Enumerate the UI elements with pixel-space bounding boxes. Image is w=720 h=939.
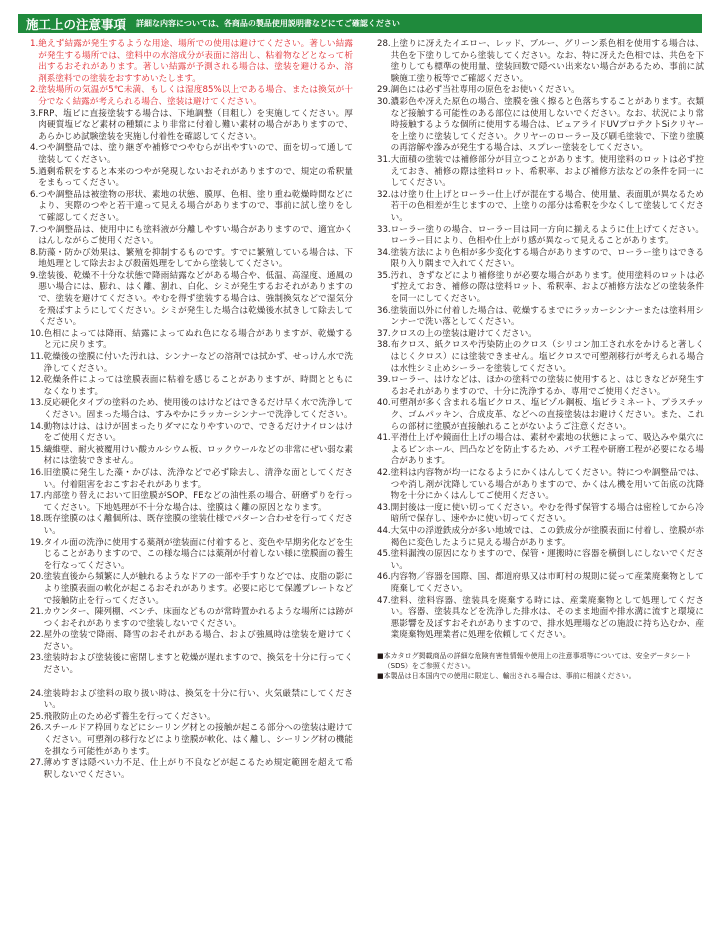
caution-item-number: 33. [377, 224, 391, 235]
caution-item [377, 85, 704, 97]
caution-item [30, 329, 353, 352]
caution-item-text: 塗料、塗料容器、塗装具を廃棄する時には、産業廃棄物として処理してください。容器、塗装具などを洗浄した排水は、そのまま地面や排水溝に流すと環境に悪影響を及ぼすおそれがありますので、排水処理場などの施設に持ち込むか、産業廃棄物処理業者に処理を依頼してください。 [390, 595, 704, 641]
caution-item-text: 調色には必ず当社専用の原色をお使いください。 [390, 85, 580, 96]
caution-item [30, 514, 353, 537]
caution-item [30, 468, 353, 491]
section-title: 施工上の注意事項 [26, 16, 127, 32]
right-column [377, 39, 704, 681]
caution-item [30, 607, 353, 630]
caution-item [30, 143, 353, 166]
caution-item-number: 41. [377, 433, 391, 444]
caution-item [377, 225, 704, 248]
caution-item-text: 可塑剤が多く含まれる塩ビクロス、塩ビゾル鋼板、塩ビラミネート、プラスチック、ゴムパッキン、合成皮革、などへの直接塗装はお避けください。また、これらの部材に塗膜が直接触れることがないようご注意ください。 [390, 398, 704, 432]
caution-item-number: 8. [30, 247, 39, 258]
caution-item-text: 薄めすぎは隠ぺい力不足、仕上がり不良などが起こるため規定範囲を超えて希釈しないでください。 [43, 758, 353, 780]
caution-item-number: 18. [30, 514, 44, 525]
caution-item-number: 3. [30, 108, 39, 119]
caution-item [30, 572, 353, 607]
square-bullet-icon: ■ [377, 671, 384, 680]
caution-item-text: ローラー塗りの場合、ローラー目は同一方向に揃えるように仕上げてください。ローラー目により、色相や仕上がり感が異なって見えることがあります。 [390, 224, 704, 247]
caution-item-number: 20. [30, 572, 44, 583]
caution-item [30, 689, 353, 712]
caution-item [30, 723, 353, 758]
caution-item [30, 167, 353, 190]
caution-item [377, 248, 704, 271]
caution-item-number: 13. [30, 398, 44, 409]
caution-item [30, 271, 353, 329]
caution-item [30, 653, 353, 676]
caution-item [30, 630, 353, 653]
footnote-text: 本製品は日本国内での使用に限定し、輸出される場合は、事前に相談ください。 [383, 671, 636, 680]
caution-item [377, 306, 704, 329]
caution-item-number: 30. [377, 96, 391, 107]
caution-item-number: 44. [377, 525, 391, 536]
caution-item-text: つや調整品では、塗り継ぎや補修でつやむらが出やすいので、面を切って通して塗装してください。 [38, 143, 353, 165]
caution-item [377, 468, 704, 503]
caution-item-number: 37. [377, 328, 391, 339]
caution-item-number: 2. [30, 85, 39, 96]
caution-item-text: 動物はけは、はけが固まったりダマになりやすいので、できるだけナイロンはけをご使用ください。 [43, 421, 353, 444]
caution-item [30, 445, 353, 468]
caution-item [377, 155, 704, 190]
caution-item-text: 旧塗膜に発生した藻・かびは、洗浄などで必ず除去し、清浄な面としてください。付着阻害をおこすおそれがあります。 [43, 467, 353, 490]
caution-item-text: 塗装面以外に付着した場合は、乾燥するまでにラッカーシンナーまたは塗料用シンナーで洗い落としてください。 [390, 305, 704, 328]
caution-item-text: 過剰希釈をすると本来のつやが発現しないおそれがありますので、規定の希釈量をまもってください。 [38, 166, 353, 189]
caution-item-text: スチールドア枠回りなどにシーリング材との接触が起こる部分への塗装は避けてください。可塑剤の移行などにより塗膜が軟化、はく離し、シーリング材の機能を損なう可能性があります。 [43, 723, 353, 757]
caution-item-text: 汚れ、きずなどにより補修塗りが必要な場合があります。使用塗料のロットは必ず控えておき、補修の際は塗料ロット、希釈率、および補修方法などの塗装条件を同一にしてください。 [390, 270, 704, 305]
caution-item-text: 内部塗り替えにおいて旧塗膜がSOP、FEなどの油性系の場合、研磨ずりを行ってください。下地処理が不十分な場合は、塗膜はく離の原因となります。 [43, 491, 353, 513]
caution-item [30, 491, 353, 514]
caution-item-number: 10. [30, 328, 44, 339]
caution-item-number: 32. [377, 189, 391, 200]
caution-item [30, 109, 353, 144]
caution-item-number: 24. [30, 688, 44, 699]
caution-item-number: 42. [377, 467, 391, 478]
caution-item-text: 塗料漏洩の原因になりますので、保管・運搬時に容器を横倒しにしないでください。 [390, 549, 704, 571]
caution-item-number: 16. [30, 467, 44, 478]
caution-item-number: 4. [30, 143, 39, 154]
caution-item [30, 190, 353, 225]
caution-item-number: 39. [377, 375, 391, 386]
caution-item [377, 271, 704, 306]
footnote-text: 本カタログ掲載商品の詳細な危険有害性情報や使用上の注意事項等については、安全データシート（SDS）をご参照ください。 [383, 651, 692, 670]
caution-item-text: 絶えず結露が発生するような用途、場所での使用は避けてください。著しい結露が発生する場所では、塗料中の水溶成分が表面に溶出し、粘着物などとなって析出するおそれがあります。著しい結露が予測される場合は、塗装を避けるか、溶剤系塗料での塗装をおすすめいたします。 [38, 39, 353, 84]
caution-item [30, 248, 353, 271]
caution-item [30, 398, 353, 421]
caution-item-text: 屋外の塗装で降雨、降雪のおそれがある場合、および強風時は塗装を避けてください。 [43, 630, 353, 652]
spacer [30, 677, 353, 689]
caution-item-number: 21. [30, 607, 44, 618]
caution-item [377, 97, 704, 155]
left-column [30, 39, 353, 781]
caution-item-number: 22. [30, 630, 44, 641]
caution-item-text: 乾燥後の塗膜に付いた汚れは、シンナーなどの溶剤では拭かず、せっけん水で洗浄してください。 [43, 352, 353, 374]
caution-item-text: 飛散防止のため必ず養生を行ってください。 [43, 711, 216, 722]
caution-item-text: 塗装時および塗料の取り扱い時は、換気を十分に行い、火気厳禁にしてください。 [43, 688, 353, 711]
caution-item-number: 1. [30, 39, 39, 49]
caution-item-text: 塗装後、乾燥不十分な状態で降雨結露などがある場合や、低温、高湿度、通風の悪い場合には、膨れ、はく離、割れ、白化、シミが発生するおそれがありますので、塗装を避けてください。やむを得ず塗装する場合は、強制換気などで湿気分を飛ばすようにしてください。シミが発生した場合は乾燥後水拭きして除去してください。 [38, 270, 353, 328]
caution-item [30, 538, 353, 573]
caution-item-text: 上塗りに冴えたイエロー、レッド、ブルー、グリーン系色相を使用する場合は、共色を下塗りしてから塗装してください。なお、特に冴えた色相では、共色を下塗りしても標準の使用量、塗装回数で隠ぺい出来ない場合があるため、事前に試験施工塗り板等でご確認ください。 [390, 39, 704, 84]
caution-item-text: 色相によっては降雨、結露によってぬれ色になる場合がありますが、乾燥すると元に戻ります。 [43, 328, 353, 351]
caution-item-text: クロスの上の塗装は避けてください。 [390, 328, 537, 339]
caution-item-number: 35. [377, 270, 391, 281]
caution-item-number: 36. [377, 305, 391, 316]
caution-item-number: 7. [30, 224, 39, 235]
caution-item-number: 34. [377, 247, 391, 258]
caution-item-text: 塗料は内容物が均一になるようにかくはんしてください。特につや調整品では、つや消し剤が沈降している場合がありますので、かくはん機を用いて缶底の沈降物を十分にかくはんしてご使用ください。 [390, 467, 704, 502]
caution-item-number: 6. [30, 189, 39, 200]
caution-item [377, 596, 704, 642]
section-header [18, 14, 702, 33]
section-subtitle: 詳細な内容については、各商品の製品使用説明書などにてご確認ください [136, 19, 400, 28]
caution-item [30, 39, 353, 85]
caution-item-text: 濃彩色や冴えた原色の場合、塗膜を強く擦ると色落ちすることがあります。衣類など接触する可能性のある部位には使用しないでください。なお、状況により常時接触するような個所に使用する場合は、ピュアライドUVプロテクトSiクリヤーを上塗りに塗装してください。クリヤーのローラー及び刷毛塗装で、下塗り塗膜の再溶解や滲みが発生する場合は、スプレー塗装をしてください。 [390, 96, 704, 154]
caution-item [377, 329, 704, 341]
caution-item [30, 352, 353, 375]
caution-item [30, 85, 353, 108]
caution-item-number: 47. [377, 595, 391, 606]
footnote [377, 671, 704, 681]
caution-item-text: 塗装方法により色相が多少変化する場合がありますので、ローラー塗りはできる限り入り隅まで入れてください。 [390, 247, 704, 270]
caution-item-text: 塗装場所の気温が5℃未満、もしくは湿度85%以上である場合、または換気が十分でなく結露が考えられる場合、塗装は避けてください。 [38, 85, 353, 107]
caution-item-text: 繊維壁、耐火被覆用けい酸カルシウム板、ロックウールなどの非常にぜい弱な素材には塗装できません。 [43, 444, 353, 467]
caution-item-number: 45. [377, 549, 391, 560]
caution-item-text: 塗装直後から頻繁に人が触れるようなドアの一部や手すりなどでは、皮脂の影により塗膜表面の軟化が起こるおそれがあります。必要に応じて保護プレートなどで接触防止を行ってください。 [43, 572, 353, 606]
caution-item-number: 14. [30, 421, 44, 432]
caution-item [377, 190, 704, 225]
caution-item-number: 46. [377, 572, 391, 583]
caution-item-number: 27. [30, 758, 44, 769]
caution-item-text: 反応硬化タイプの塗料のため、使用後のはけなどはできるだけ早く水で洗浄してください。固まった場合は、すみやかにラッカーシンナーで洗浄してください。 [43, 398, 353, 420]
caution-item-number: 15. [30, 444, 44, 455]
caution-item-text: 内容物／容器を国際、国、都道府県又は市町村の規則に従って産業廃棄物として廃棄してください。 [390, 572, 704, 594]
caution-item-number: 23. [30, 653, 44, 664]
caution-item-number: 25. [30, 711, 44, 722]
caution-item [30, 225, 353, 248]
caution-item-number: 38. [377, 340, 391, 351]
caution-item-text: 塗装時および塗装後に密閉しますと乾燥が遅れますので、換気を十分に行ってください。 [43, 653, 353, 676]
caution-item-number: 11. [30, 352, 44, 363]
caution-item-number: 17. [30, 491, 44, 502]
caution-item-number: 43. [377, 502, 391, 513]
caution-item-text: 平滑仕上げや鏡面仕上げの場合は、素材や素地の状態によって、吸込みや巣穴によるピンホール、凹凸などを防止するため、パテ工程や研磨工程が必要になる場合があります。 [390, 433, 704, 467]
caution-item-text: タイル面の洗浄に使用する薬剤が塗装面に付着すると、変色や早期劣化などを生じることがありますので、この様な場合には薬剤が付着しない様に塗膜面の養生を行なってください。 [43, 537, 353, 571]
caution-item [377, 572, 704, 595]
caution-item-text: 乾燥条件によっては塗膜表面に粘着を感じることがありますが、時間とともになくなります。 [43, 375, 353, 397]
caution-item [30, 712, 353, 724]
caution-item-number: 29. [377, 85, 391, 96]
caution-item-number: 28. [377, 39, 391, 49]
caution-item-number: 19. [30, 537, 44, 548]
caution-item [377, 526, 704, 549]
caution-item [30, 758, 353, 781]
caution-item [377, 549, 704, 572]
caution-item-text: はけ塗り仕上げとローラー仕上げが混在する場合、使用量、表面肌が異なるため若干の色相差が生じますので、上塗りの部分は希釈を少なくして塗装してください。 [390, 189, 704, 223]
caution-item [377, 398, 704, 433]
caution-item-number: 5. [30, 166, 39, 177]
caution-item-number: 26. [30, 723, 44, 734]
caution-item-text: カウンター、陳列棚、ベンチ、床面などものが常時置かれるような場所には跡がつくおそれがありますので塗装しないでください。 [43, 607, 353, 629]
caution-item-text: ローラー、はけなどは、ほかの塗料での塗装に使用すると、はじきなどが発生するおそれがありますので、十分に洗浄するか、専用でご使用ください。 [390, 375, 704, 397]
caution-item [30, 422, 353, 445]
caution-item-text: つや調整品は被塗物の形状、素地の状態、膜厚、色相、塗り重ね乾燥時間などにより、実際のつやと若干違って見える場合がありますので、事前に試し塗りをして確認してください。 [38, 189, 353, 223]
caution-item-number: 12. [30, 375, 44, 386]
caution-item [377, 433, 704, 468]
caution-item-text: 布クロス、紙クロスや汚染防止のクロス（シリコン加工され水をかけると著しくはじくクロス）には塗装できません。塩ビクロスで可塑剤移行が考えられる場合は水性シミ止めシーラーを塗装してください。 [390, 340, 704, 374]
caution-item [377, 503, 704, 526]
caution-item [30, 375, 353, 398]
caution-item-number: 31. [377, 154, 391, 165]
caution-item-text: つや調整品は、使用中にも塗料液が分離しやすい場合がありますので、適宜かくはんしながらご使用ください。 [38, 224, 353, 247]
caution-item-number: 40. [377, 398, 391, 409]
caution-item-text: 大気中の浮遊鉄成分が多い地域では、この鉄成分が塗膜表面に付着し、塗膜が赤褐色に変色したように見える場合があります。 [390, 525, 704, 548]
caution-item-text: FRP、塩ビに直接塗装する場合は、下地調整（目粗し）を実施してください。厚肉硬質塩ビなど素材の種類により非常に付着し難い素材の場合がありますので、あらかじめ試験塗装を実施し付着性を確認してください。 [38, 108, 353, 142]
footnote [377, 651, 704, 671]
caution-item [377, 375, 704, 398]
square-bullet-icon: ■ [377, 651, 384, 660]
caution-item-text: 開封後は一度に使い切ってください。やむを得ず保管する場合は密栓してから冷暗所で保存し、速やかに使い切ってください。 [390, 502, 704, 525]
footnotes [377, 651, 704, 681]
caution-item-text: 防藻・防かび効果は、繁殖を抑制するものです。すでに繁殖している場合は、下地処理として除去および殺菌処理をしてから塗装してください。 [38, 247, 353, 270]
caution-item-text: 大面積の塗装では補修部分が目立つことがあります。使用塗料のロットは必ず控えておき、補修の際は塗料ロット、希釈率、および補修方法などの条件を同一にしてください。 [390, 154, 704, 189]
caution-item-number: 9. [30, 270, 39, 281]
caution-item [377, 340, 704, 375]
caution-item-text: 既存塗膜のはく離個所は、既存塗膜の塗装仕様でパターン合わせを行ってください。 [43, 514, 353, 536]
caution-item [377, 39, 704, 85]
